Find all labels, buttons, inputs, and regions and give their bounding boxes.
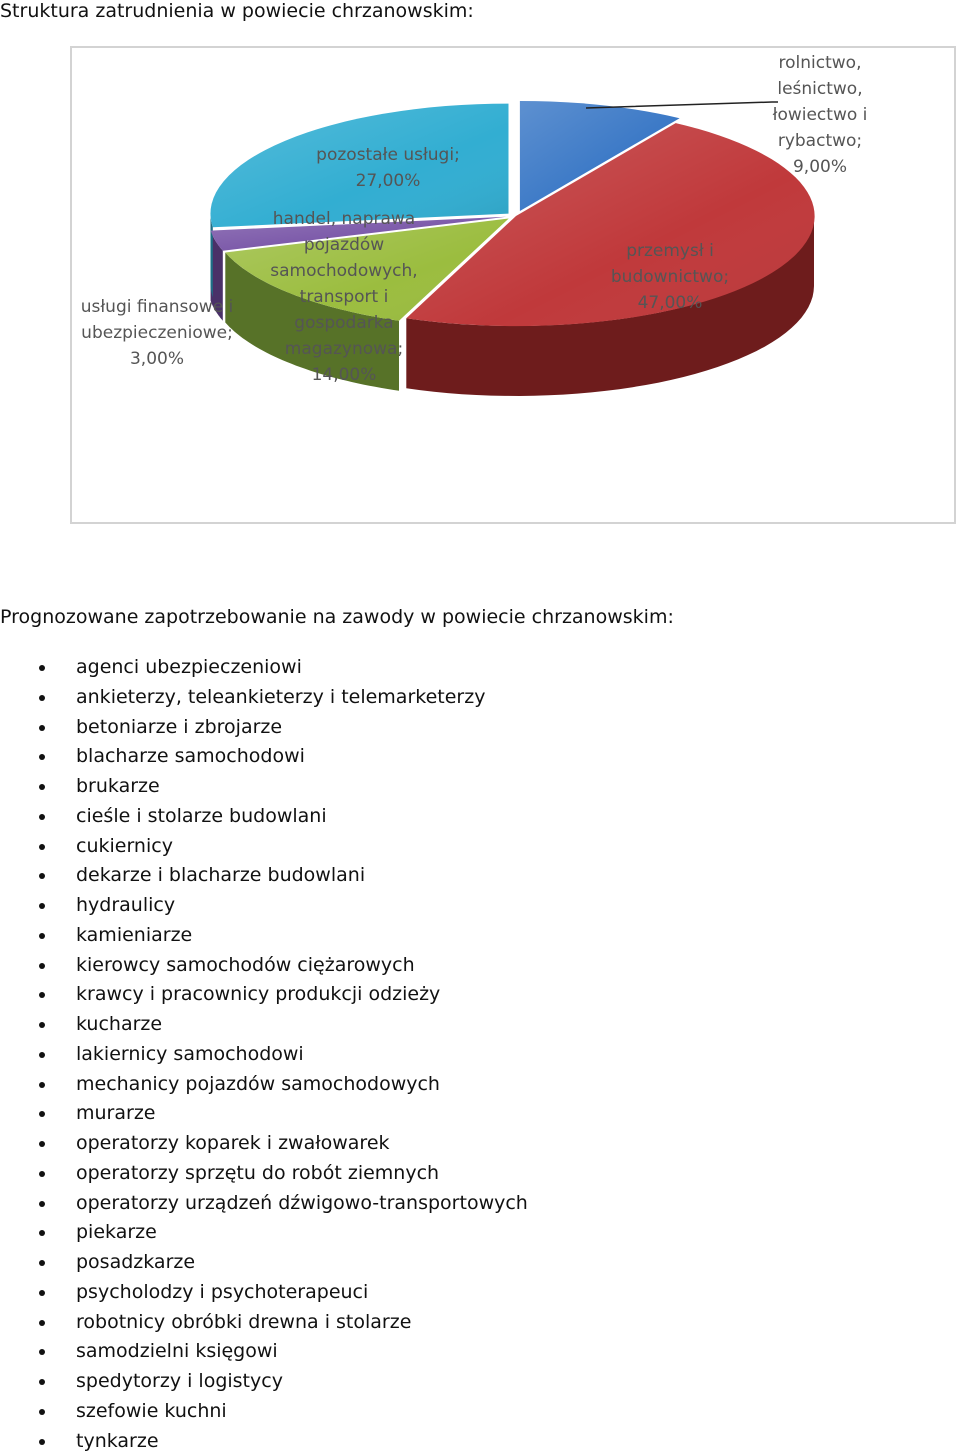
- occupation-label: mechanicy pojazdów samochodowych: [76, 1072, 440, 1095]
- list-item: [0, 1159, 528, 1189]
- list-item: [0, 1129, 528, 1159]
- occupation-label: spedytorzy i logistycy: [76, 1370, 283, 1392]
- occupation-label: hydraulicy: [76, 894, 176, 916]
- list-item: [0, 1427, 528, 1456]
- bullet-icon: [39, 1022, 45, 1028]
- list-item: [0, 1189, 528, 1219]
- data-label-line: pojazdów: [303, 235, 385, 255]
- occupation-label: posadzkarze: [76, 1251, 196, 1273]
- occupation-label: psycholodzy i psychoterapeuci: [76, 1280, 369, 1303]
- bullet-icon: [39, 1439, 45, 1445]
- bullet-icon: [39, 992, 45, 998]
- list-item: [0, 1218, 528, 1248]
- occupation-label: cukiernicy: [76, 834, 173, 857]
- occupation-label: kierowcy samochodów ciężarowych: [76, 953, 415, 976]
- bullet-icon: [39, 844, 45, 850]
- list-item: [0, 832, 528, 862]
- list-item: [0, 683, 528, 713]
- list-item: [0, 742, 528, 772]
- list-item: [0, 980, 528, 1010]
- occupation-label: brukarze: [76, 775, 160, 797]
- occupation-label: agenci ubezpieczeniowi: [76, 656, 302, 678]
- occupation-label: cieśle i stolarze budowlani: [76, 804, 327, 827]
- occupation-label: dekarze i blacharze budowlani: [76, 864, 366, 887]
- data-label-line: samochodowych,: [270, 261, 418, 281]
- occupation-label: piekarze: [76, 1221, 157, 1244]
- occupation-label: lakiernicy samochodowi: [76, 1042, 304, 1065]
- bullet-icon: [39, 725, 45, 731]
- bullet-icon: [39, 695, 45, 701]
- bullet-icon: [39, 903, 45, 909]
- data-label-line: handel, naprawa: [272, 209, 416, 229]
- bullet-icon: [39, 1409, 45, 1415]
- occupation-label: operatorzy urządzeń dźwigowo-transportowych: [76, 1191, 528, 1214]
- occupation-label: murarze: [76, 1102, 156, 1125]
- data-label-line: łowiectwo i: [772, 105, 868, 125]
- data-label: [81, 297, 234, 369]
- data-label-line: 3,00%: [129, 349, 185, 369]
- data-label: [773, 53, 868, 177]
- bullet-icon: [39, 1201, 45, 1207]
- bullet-icon: [39, 754, 45, 760]
- bullet-icon: [39, 1290, 45, 1296]
- bullet-icon: [39, 1349, 45, 1355]
- bullet-icon: [39, 1230, 45, 1236]
- list-item: [0, 1099, 528, 1129]
- data-label-line: leśnictwo,: [777, 79, 863, 99]
- data-label-line: 27,00%: [355, 171, 421, 191]
- list-item: [0, 1367, 528, 1397]
- leader-line: [586, 102, 778, 108]
- occupation-label: betoniarze i zbrojarze: [76, 715, 283, 738]
- list-item: [0, 713, 528, 743]
- data-label-line: rybactwo;: [777, 131, 863, 151]
- occupation-label: robotnicy obróbki drewna i stolarze: [76, 1310, 412, 1333]
- list-item: [0, 951, 528, 981]
- occupation-label: kucharze: [76, 1013, 163, 1035]
- bullet-icon: [39, 963, 45, 969]
- occupation-label: ankieterzy, teleankieterzy i telemarketerzy: [76, 685, 486, 708]
- list-item: [0, 891, 528, 921]
- occupation-label: kamieniarze: [76, 923, 193, 946]
- bullet-icon: [39, 665, 45, 671]
- data-label-line: magazynowa;: [284, 339, 404, 359]
- occupation-list: [0, 653, 528, 1456]
- list-item: [0, 1070, 528, 1100]
- occupation-label: operatorzy koparek i zwałowarek: [76, 1132, 390, 1154]
- pie-chart-svg: [72, 48, 958, 526]
- list-item: [0, 921, 528, 951]
- data-label-line: ubezpieczeniowe;: [81, 323, 233, 343]
- chart-heading: Struktura zatrudnienia w powiecie chrzanowskim:: [0, 0, 474, 22]
- bullet-icon: [39, 814, 45, 820]
- list-item: [0, 1248, 528, 1278]
- bullet-icon: [39, 1141, 45, 1147]
- data-label-line: transport i: [299, 287, 389, 307]
- employment-pie-chart: [70, 46, 956, 524]
- list-item: [0, 1010, 528, 1040]
- data-label-line: 14,00%: [311, 365, 377, 385]
- occupation-label: operatorzy sprzętu do robót ziemnych: [76, 1161, 440, 1184]
- data-label-line: gospodarka: [294, 313, 394, 333]
- occupation-label: krawcy i pracownicy produkcji odzieży: [76, 983, 441, 1006]
- bullet-icon: [39, 784, 45, 790]
- list-item: [0, 1040, 528, 1070]
- data-label-line: 47,00%: [637, 293, 703, 313]
- data-label-line: 9,00%: [792, 157, 848, 177]
- list-item: [0, 1337, 528, 1367]
- list-item: [0, 802, 528, 832]
- list-item: [0, 1397, 528, 1427]
- list-item: [0, 861, 528, 891]
- data-label-line: przemysł i: [626, 241, 714, 261]
- bullet-icon: [39, 1379, 45, 1385]
- bullet-icon: [39, 1171, 45, 1177]
- bullet-icon: [39, 1111, 45, 1117]
- bullet-icon: [39, 1320, 45, 1326]
- list-item: [0, 772, 528, 802]
- data-label-line: rolnictwo,: [778, 53, 862, 73]
- data-label-line: usługi finansowe i: [80, 297, 234, 317]
- occupation-label: blacharze samochodowi: [76, 745, 305, 768]
- list-heading: Prognozowane zapotrzebowanie na zawody w powiecie chrzanowskim:: [0, 606, 674, 628]
- bullet-icon: [39, 1260, 45, 1266]
- bullet-icon: [39, 1052, 45, 1058]
- occupation-label: tynkarze: [76, 1429, 159, 1452]
- list-item: [0, 1278, 528, 1308]
- bullet-icon: [39, 1082, 45, 1088]
- data-label-line: budownictwo;: [610, 267, 730, 287]
- occupation-label: szefowie kuchni: [76, 1399, 227, 1422]
- list-item: [0, 1308, 528, 1338]
- occupation-label: samodzielni księgowi: [76, 1340, 278, 1363]
- bullet-icon: [39, 933, 45, 939]
- bullet-icon: [39, 873, 45, 879]
- data-label-line: pozostałe usługi;: [316, 145, 460, 165]
- list-item: [0, 653, 528, 683]
